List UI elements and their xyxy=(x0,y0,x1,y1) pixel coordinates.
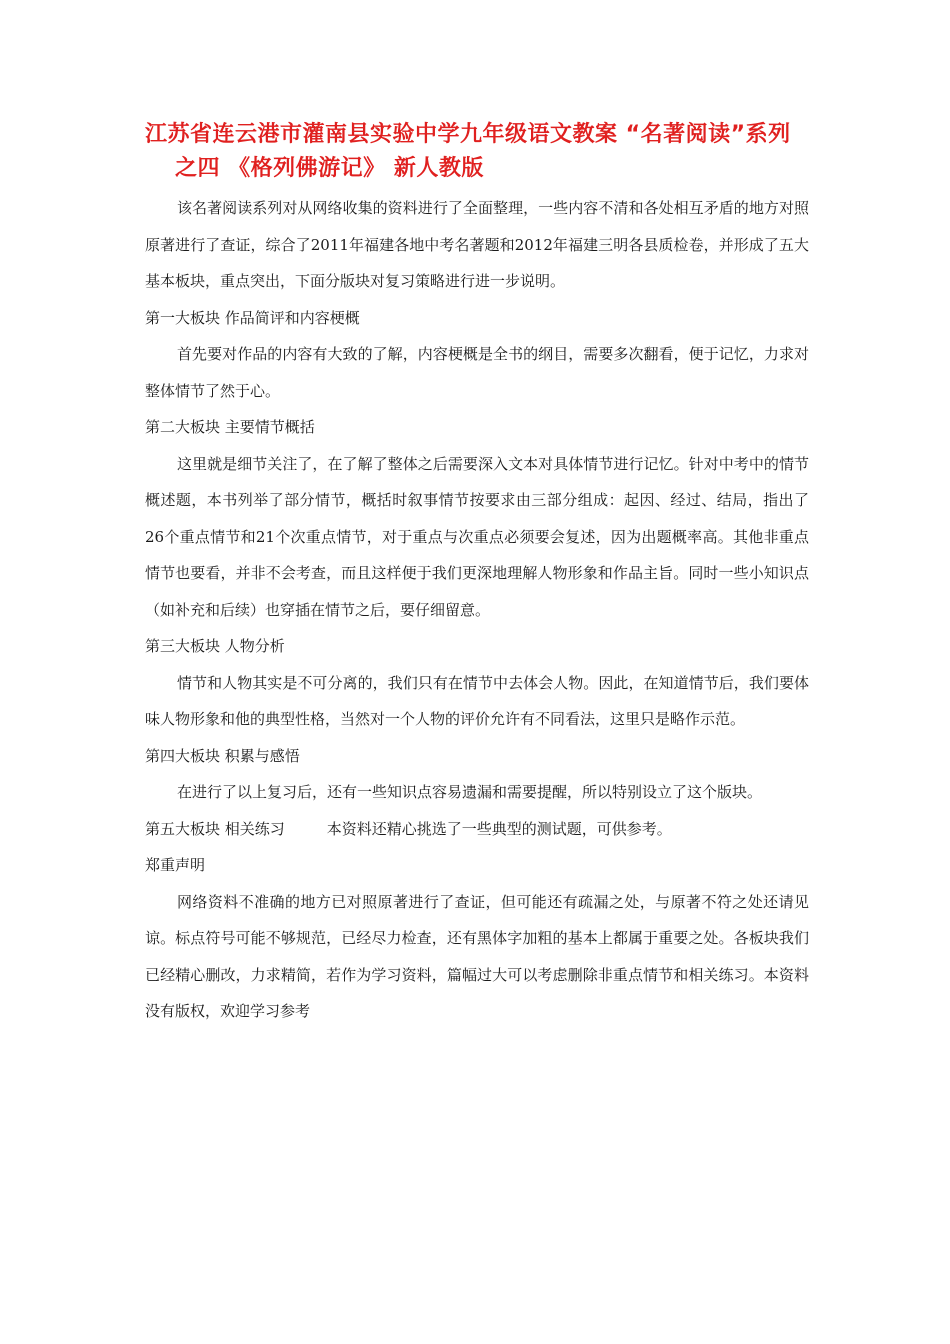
section-5-text: 本资料还精心挑选了一些典型的测试题，可供参考。 xyxy=(326,819,672,838)
section-3-heading: 第三大板块 人物分析 xyxy=(145,637,285,655)
section-1-heading: 第一大板块 作品简评和内容梗概 xyxy=(145,308,360,327)
document-title xyxy=(145,118,809,186)
section-4-heading: 第四大板块 积累与感悟 xyxy=(145,746,300,765)
section-5-heading: 第五大板块 相关练习 xyxy=(145,819,285,838)
section-3-body: 情节和人物其实是不可分离的，我们只有在情节中去体会人物。因此，在知道情节后，我们要体味人物形象和他的典型性格，当然对一个人物的评价允许有不同看法，这里只是略作示范。 xyxy=(145,673,809,728)
notice-body: 网络资料不准确的地方已对照原著进行了查证，但可能还有疏漏之处，与原著不符之处还请见谅。标点符号可能不够规范，已经尽力检查，还有黑体字加粗的基本上都属于重要之处。各板块我们已经精心删改，力求精简，若作为学习资料，篇幅过大可以考虑删除非重点情节和相关练习。本资料没有版权，欢迎学习参考 xyxy=(145,892,809,1020)
section-4-body: 在进行了以上复习后，还有一些知识点容易遗漏和需要提醒，所以特别设立了这个版块。 xyxy=(177,783,763,801)
section-2-heading: 第二大板块 主要情节概括 xyxy=(145,418,315,436)
document-page xyxy=(145,118,809,1030)
section-2-body: 这里就是细节关注了，在了解了整体之后需要深入文本对具体情节进行记忆。针对中考中的情节概述题，本书列举了部分情节，概括时叙事情节按要求由三部分组成：起因、经过、结局，指出了26个重点情节和21个次重点情节，对于重点与次重点必须要会复述，因为出题概率高。其他非重点情节也要看，并非不会考查，而且这样便于我们更深地理解人物形象和作品主旨。同时一些小知识点（如补充和后续）也穿插在情节之后，要仔细留意。 xyxy=(145,454,809,619)
section-1-body: 首先要对作品的内容有大致的了解，内容梗概是全书的纲目，需要多次翻看，便于记忆，力求对整体情节了然于心。 xyxy=(145,345,809,400)
notice-heading: 郑重声明 xyxy=(145,856,206,874)
title-line-2: 之四 《格列佛游记》 新人教版 xyxy=(175,156,484,181)
intro-paragraph: 该名著阅读系列对从网络收集的资料进行了全面整理，一些内容不清和各处相互矛盾的地方对照原著进行了查证，综合了2011年福建各地中考名著题和2012年福建三明各县质检卷，并形成了五大基本板块，重点突出，下面分版块对复习策略进行进一步说明。 xyxy=(145,199,809,290)
title-line-1: 江苏省连云港市灌南县实验中学九年级语文教案 “名著阅读”系列 xyxy=(145,122,791,147)
section-5-line xyxy=(145,811,809,848)
